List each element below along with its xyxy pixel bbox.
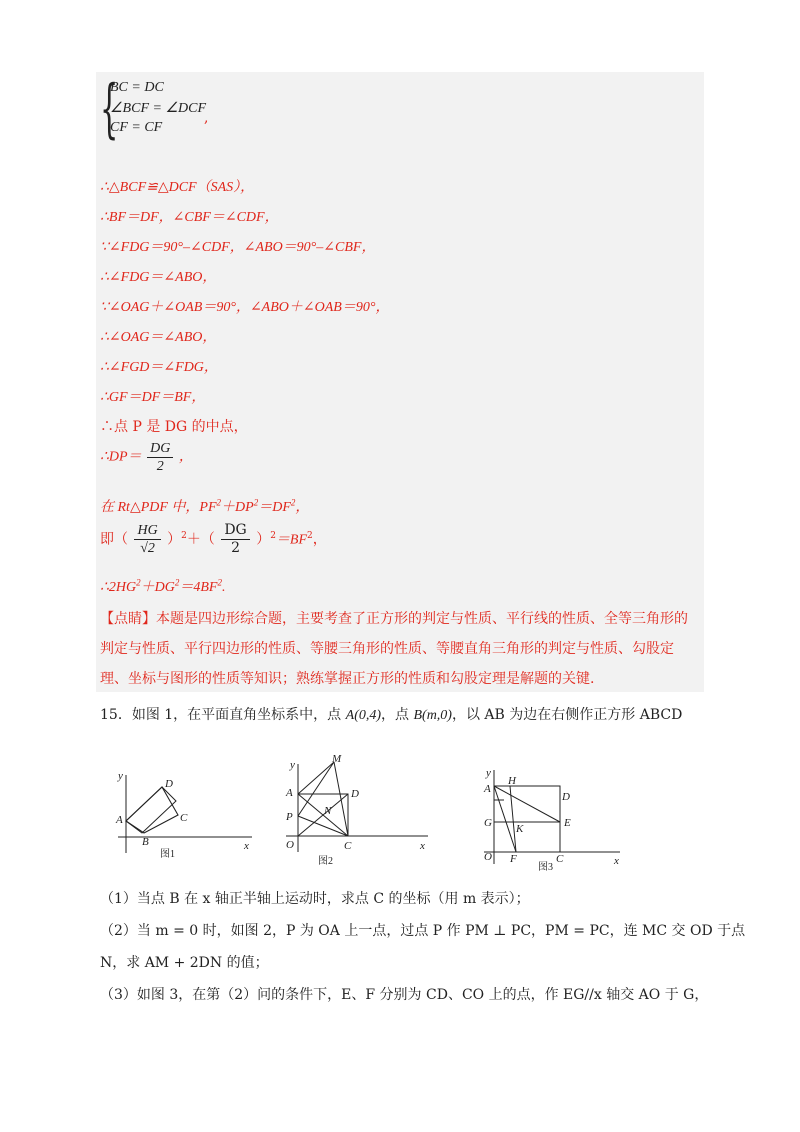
ji-fraction-2 bbox=[221, 522, 249, 557]
rt-post: ， bbox=[295, 500, 310, 515]
dp-denominator: 2 bbox=[156, 459, 164, 474]
problem-intro: 如图 1，在平面直角坐标系中，点 bbox=[131, 707, 342, 723]
fig1-label-c: C bbox=[180, 812, 188, 824]
fig3-label-h: H bbox=[508, 775, 516, 787]
fig3-label-c: C bbox=[556, 853, 564, 865]
fig3-label-f: F bbox=[510, 853, 517, 865]
ji-plus: ＋（ bbox=[186, 531, 215, 548]
fig2-label-d: D bbox=[351, 788, 359, 800]
left-brace: { bbox=[100, 72, 119, 146]
conclusion-b: ＋DG bbox=[140, 580, 175, 595]
fig3-label-e: E bbox=[564, 817, 571, 829]
question-3: （3）如图 3，在第（2）问的条件下，E、F 分别为 CD、CO 上的点，作 EG//x 轴交 AO 于 G， bbox=[100, 987, 709, 1003]
system-row-2: ∠BCF = ∠DCF bbox=[110, 101, 206, 116]
ji-mid: ） bbox=[167, 531, 182, 548]
fig2-label-a: A bbox=[286, 787, 293, 799]
conclusion-line bbox=[100, 576, 225, 596]
question-2-cont: N，求 AM + 2DN 的值； bbox=[100, 955, 269, 971]
proof-line-6: ∴∠OAG＝∠ABO， bbox=[100, 330, 217, 345]
proof-line-8: ∴GF＝DF＝BF， bbox=[100, 390, 206, 405]
dp-equation bbox=[100, 440, 193, 475]
fig2-label-o: O bbox=[286, 839, 294, 851]
fig2-label-y: y bbox=[290, 759, 295, 771]
fig2-line-mc bbox=[334, 762, 348, 836]
dp-prefix: ∴DP＝ bbox=[100, 449, 142, 465]
problem-rest: ，以 AB 为边在右侧作正方形 ABCD bbox=[451, 707, 683, 723]
ji-num-2: DG bbox=[221, 522, 249, 540]
fig2-caption: 图2 bbox=[318, 856, 333, 867]
conclusion-d: . bbox=[221, 580, 226, 595]
comment-text: 本题是四边形综合题，主要考查了正方形的判定与性质、平行线的性质、全等三角形的判定与性质、平行四边形的性质、等腰三角形的性质、等腰直角三角形的判定与性质、勾股定理、坐标与图形的性质等知识；熟练掌握正方形的性质和勾股定理是解题的关键. bbox=[100, 611, 688, 687]
rt-sup-2: 2 bbox=[253, 497, 259, 508]
ji-sup-1: 2 bbox=[181, 530, 187, 541]
figure-2 bbox=[278, 752, 438, 870]
fig1-label-y: y bbox=[118, 770, 123, 782]
fig3-label-a: A bbox=[484, 783, 491, 795]
conclusion-c: ＝4BF bbox=[179, 580, 218, 595]
dp-fraction bbox=[147, 440, 173, 475]
ji-den-2: 2 bbox=[231, 540, 240, 556]
fig2-label-m: M bbox=[332, 753, 342, 765]
rt-mid1: ＋DP bbox=[221, 500, 254, 515]
fig1-label-a: A bbox=[116, 814, 123, 826]
system-row-1: BC = DC bbox=[110, 80, 164, 95]
conclusion-sup-3: 2 bbox=[217, 577, 222, 588]
dp-suffix: ， bbox=[178, 449, 193, 465]
point-a-coord: A(0,4) bbox=[345, 708, 382, 723]
fig1-label-b: B bbox=[142, 836, 149, 848]
system-tail: , bbox=[204, 110, 209, 126]
proof-line-5: ∵∠OAG＋∠OAB＝90°，∠ABO＋∠OAB＝90°， bbox=[100, 300, 390, 315]
figure-1 bbox=[110, 765, 260, 865]
fig2-line-pc bbox=[298, 816, 348, 836]
dp-numerator: DG bbox=[147, 440, 173, 458]
ji-prefix: 即（ bbox=[100, 531, 128, 548]
ji-sup-2: 2 bbox=[270, 530, 276, 541]
ji-end: ） bbox=[256, 531, 271, 548]
conclusion-a: ∴2HG bbox=[100, 580, 137, 595]
fig1-label-x: x bbox=[244, 840, 249, 852]
proof-line-1: ∴△BCF≌△DCF（SAS）， bbox=[100, 180, 255, 195]
proof-line-3: ∵∠FDG＝90°–∠CDF，∠ABO＝90°–∠CBF， bbox=[100, 240, 376, 255]
question-1: （1）当点 B 在 x 轴正半轴上运动时，求点 C 的坐标（用 m 表示）； bbox=[100, 891, 530, 907]
ji-equation bbox=[100, 522, 327, 557]
proof-line-7: ∴∠FGD＝∠FDG， bbox=[100, 360, 218, 375]
fig1-label-d: D bbox=[165, 778, 173, 790]
conclusion-sup-1: 2 bbox=[136, 577, 141, 588]
fig3-label-k: K bbox=[516, 823, 524, 835]
ji-num-1: HG bbox=[134, 522, 160, 540]
rt-pre: 在 Rt△PDF 中，PF bbox=[100, 500, 217, 515]
comment-tag: 【点睛】 bbox=[100, 611, 156, 627]
fig1-square-abcd bbox=[126, 787, 178, 833]
fig3-square bbox=[494, 786, 560, 852]
ji-end2: ＝BF bbox=[275, 532, 308, 548]
point-b-coord: B(m,0) bbox=[413, 708, 452, 723]
congruence-system bbox=[100, 72, 220, 146]
figure-3 bbox=[478, 760, 628, 872]
fig3-label-x: x bbox=[614, 855, 619, 867]
fig2-label-n: N bbox=[324, 805, 332, 817]
problem-sep: ，点 bbox=[381, 707, 410, 723]
system-row-3: CF = CF bbox=[110, 120, 163, 135]
fig2-label-p: P bbox=[286, 811, 293, 823]
rt-sup-1: 2 bbox=[216, 497, 222, 508]
fig3-caption: 图3 bbox=[538, 862, 553, 872]
fig1-caption: 图1 bbox=[160, 849, 175, 860]
fig3-label-y: y bbox=[486, 767, 491, 779]
rt-mid2: ＝DF bbox=[258, 500, 291, 515]
rt-line bbox=[100, 496, 309, 516]
fig2-label-x: x bbox=[420, 840, 425, 852]
ji-fraction-1 bbox=[134, 522, 160, 557]
ji-den-1: √2 bbox=[140, 541, 155, 556]
proof-line-9: ∴点 P 是 DG 的中点， bbox=[100, 419, 248, 435]
question-2: （2）当 m = 0 时，如图 2，P 为 OA 上一点，过点 P 作 PM ⊥ PC，PM = PC，连 MC 交 OD 于点 bbox=[100, 923, 746, 939]
solution-background bbox=[96, 72, 704, 692]
proof-line-2: ∴BF＝DF，∠CBF＝∠CDF， bbox=[100, 210, 279, 225]
proof-line-4: ∴∠FDG＝∠ABO， bbox=[100, 270, 217, 285]
problem-statement bbox=[100, 704, 682, 724]
fig3-label-o: O bbox=[484, 851, 492, 863]
comment-paragraph bbox=[100, 604, 700, 694]
ji-sup-3: 2 bbox=[307, 530, 313, 541]
problem-number: 15． bbox=[100, 707, 132, 723]
rt-sup-3: 2 bbox=[290, 497, 296, 508]
ji-tail: ， bbox=[312, 531, 327, 548]
fig3-label-g: G bbox=[484, 817, 492, 829]
fig2-label-c: C bbox=[344, 840, 352, 852]
fig3-label-d: D bbox=[562, 791, 570, 803]
conclusion-sup-2: 2 bbox=[174, 577, 180, 588]
